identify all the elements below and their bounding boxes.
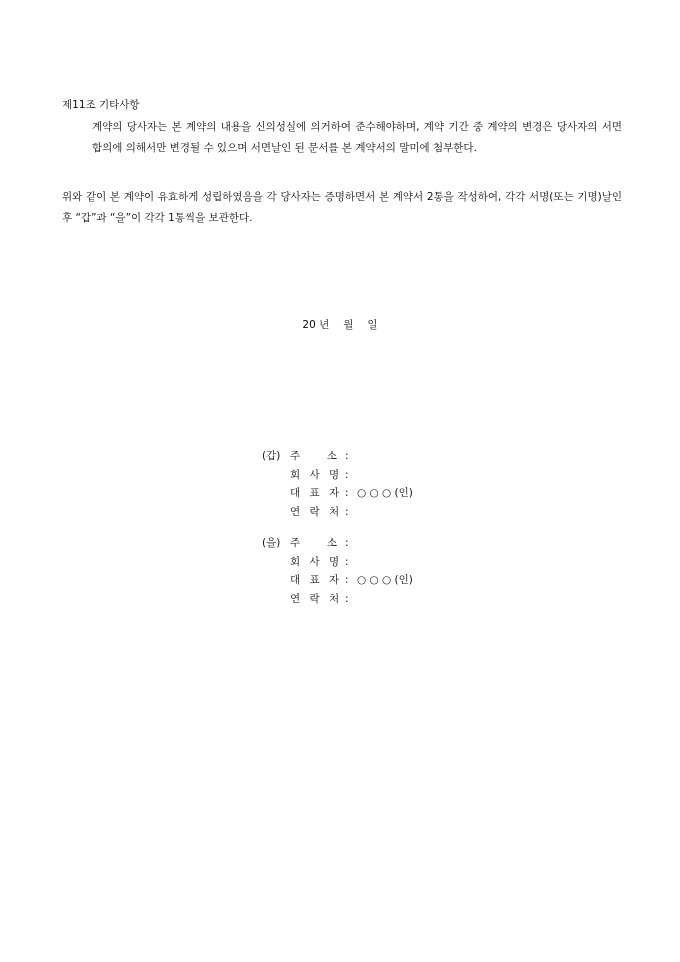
party-a-block (262, 447, 413, 521)
party-b-contact-row (262, 590, 413, 609)
party-a-address-label: 주 소 (290, 450, 340, 462)
party-b-tag: (을) (262, 537, 281, 549)
party-a-rep-value: ○ ○ ○ (인) (357, 487, 413, 499)
party-b-rep-row (262, 571, 413, 590)
party-b-rep-value: ○ ○ ○ (인) (357, 574, 413, 586)
party-b-address-label: 주 소 (290, 537, 340, 549)
party-a-rep-label: 대 표 자 (290, 487, 343, 499)
date-line (0, 317, 680, 332)
party-b-rep-colon: : (345, 574, 349, 586)
date-year: 20 년 (302, 319, 330, 331)
party-b-rep-label: 대 표 자 (290, 574, 343, 586)
party-a-tag: (갑) (262, 450, 281, 462)
party-a-company-colon: : (345, 468, 349, 481)
party-a-rep-row (262, 484, 413, 503)
party-b-company-label: 회 사 명 (290, 555, 343, 568)
article-title: 제11조 기타사항 (62, 99, 140, 111)
party-b-address-row (262, 534, 413, 553)
party-b-contact-label: 연 락 처 (290, 592, 343, 605)
party-b-address-colon: : (345, 537, 349, 549)
party-a-contact-row (262, 503, 413, 522)
party-b-company-row (262, 553, 413, 572)
party-b-block (262, 534, 413, 608)
party-a-company-label: 회 사 명 (290, 468, 343, 481)
party-b-company-colon: : (345, 555, 349, 568)
party-a-address-row (262, 447, 413, 466)
party-a-contact-label: 연 락 처 (290, 505, 343, 518)
party-a-address-colon: : (345, 450, 349, 462)
party-a-rep-colon: : (345, 487, 349, 499)
date-day: 일 (367, 319, 378, 331)
party-b-contact-colon: : (345, 592, 349, 605)
party-a-contact-colon: : (345, 505, 349, 518)
closing-paragraph: 위와 같이 본 계약이 유효하게 성립하였음을 각 당사자는 증명하면서 본 계약서 2통을 작성하여, 각각 서명(또는 기명)날인 후 “갑”과 “을”이 각각 1통씩을 보관한다. (62, 191, 622, 224)
date-month: 월 (343, 319, 354, 331)
article-body: 계약의 당사자는 본 계약의 내용을 신의성실에 의거하여 준수해야하며, 계약 기간 중 계약의 변경은 당사자의 서면 합의에 의해서만 변경될 수 있으며 서면날인 된 문서를 본 계약서의 말미에 첨부한다. (92, 121, 622, 154)
party-a-company-row (262, 466, 413, 485)
